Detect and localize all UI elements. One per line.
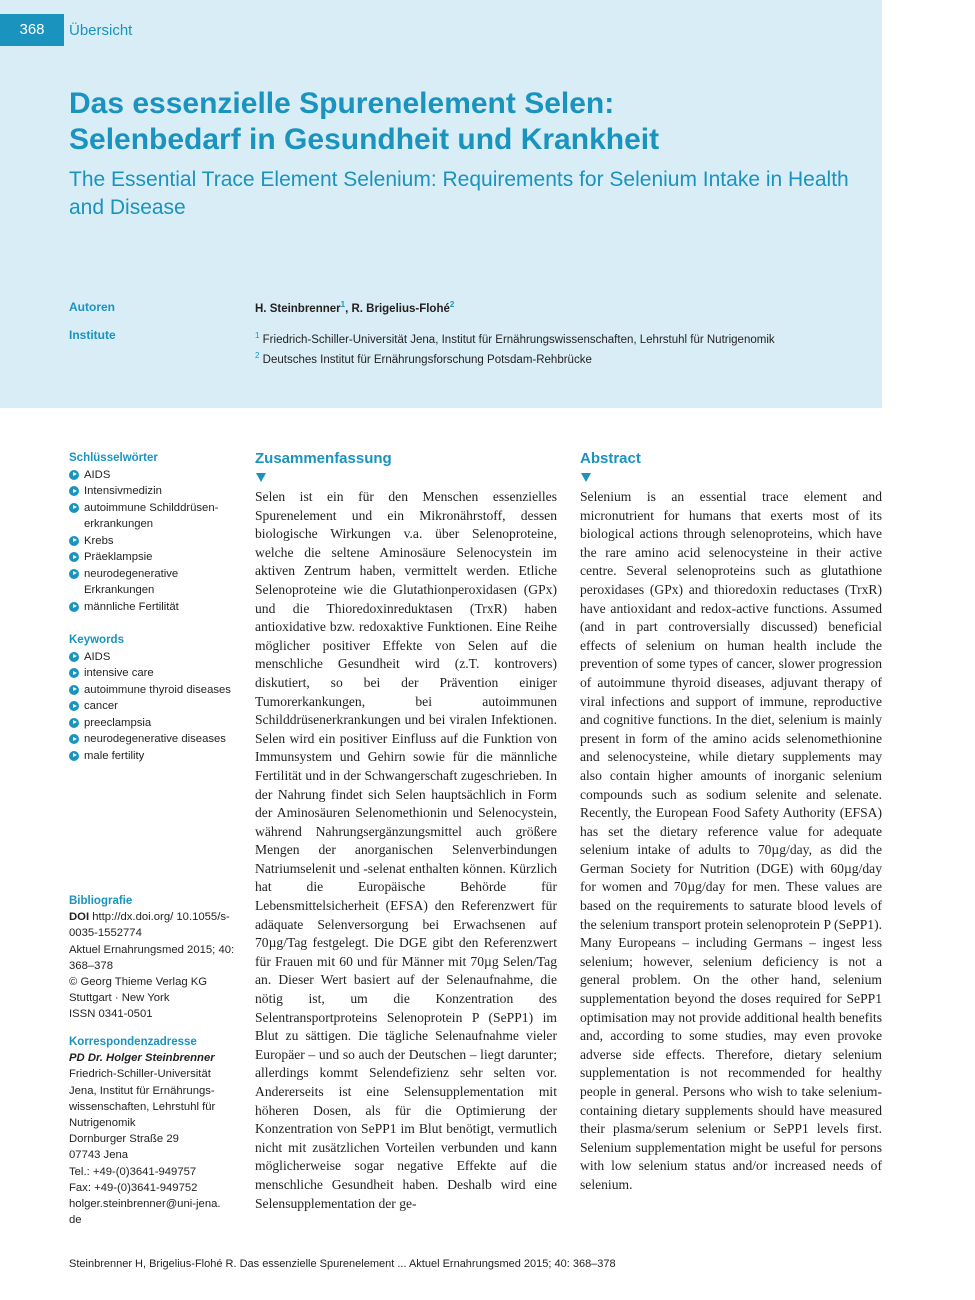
- institute-1-number: 1: [255, 331, 260, 340]
- address-line: Nutrigenomik: [69, 1117, 136, 1130]
- footer-citation: Steinbrenner H, Brigelius-Flohé R. Das essenzielle Spurenelement ... Aktuel Ernahrungsmed 2015; 40: 368–378: [69, 1258, 616, 1270]
- keyword-text: AIDS: [84, 468, 111, 481]
- author-1-affiliation: 1: [340, 300, 346, 309]
- keyword-text: autoimmune Schilddrüsen-erkrankungen: [84, 501, 219, 530]
- keyword-text: Intensivmedizin: [84, 485, 162, 497]
- keyword-text: intensive care: [84, 667, 154, 679]
- title-german: [69, 86, 869, 158]
- keyword-text: autoimmune thyroid diseases: [84, 683, 231, 696]
- doi-link[interactable]: http://dx.doi.org/ 10.1055/s-0035-1552774: [69, 911, 230, 940]
- institute-1: [255, 328, 775, 348]
- correspondence-name: PD Dr. Holger Steinbrenner: [69, 1052, 215, 1065]
- keyword-text: neurodegenerative Erkrankungen: [84, 567, 179, 596]
- arrow-bullet-icon: [69, 701, 79, 711]
- keywords-sidebar: [69, 450, 239, 764]
- arrow-bullet-icon: [69, 569, 79, 579]
- author-separator: ,: [345, 302, 352, 315]
- author-2-affiliation: 2: [449, 300, 455, 309]
- keyword-de: [69, 483, 239, 500]
- phone: Tel.: +49-(0)3641-949757: [69, 1165, 197, 1178]
- keyword-text: AIDS: [84, 650, 111, 663]
- keyword-text: männliche Fertilität: [84, 600, 179, 613]
- publisher-location: Stuttgart · New York: [69, 992, 170, 1005]
- keyword-en: [69, 715, 239, 732]
- abstract-text: Selenium is an essential trace element and micronutrient for humans that exerts most of its biological actions through selenoproteins, which have the rare amino acid selenocysteine in their active centre. Several selenoproteins such as glutathione peroxidases (GPx) and thioredoxin reductases (TrxR) have antioxidant and redox-active functions. Assumed (and in part controversially discussed) beneficial effects of selenium on human health include the prevention of some types of cancer, slower progression of autoimmune thyroid diseases, adjuvant therapy of viral infections and support of immune, reproductive and cognitive functions. In the diet, selenium is mainly present in form of the amino acids selenomethionine and selenocysteine, while dietary supplements may also contain higher amounts of inorganic selenium compounds such as sodium selenite and selenate. Recently, the European Food Safety Authority (EFSA) has set the dietary reference value for adequate selenium intake of adults to 70µg/day, as did the German Society for Nutrition (DGE) with 60µg/day for women and 70µg/day for men. These values are based on the requirements to saturate blood levels of the selenium transport protein selenoprotein P (SePP1). Many Europeans – including Germans – ingest less selenium; however, selenium deficiency is not a general problem. On the other hand, selenium supplementation beyond the doses required for SePP1 optimisation may not provide additional health benefits and, according to some studies, may even provoke adverse side effects. Therefore, dietary selenium supplementation is not recommended for healthy people in general. Persons who wish to take selenium-containing dietary supplements should have measured their plasma/serum selenium or SePP1 levels first. Selenium supplementation might be useful for persons with low selenium status and/or increased needs of selenium.: [580, 489, 882, 1192]
- keyword-text: cancer: [84, 700, 118, 712]
- keyword-text: preeclampsia: [84, 716, 152, 729]
- arrow-bullet-icon: [69, 751, 79, 761]
- keyword-de: [69, 500, 239, 533]
- title-german-line2: Selenbedarf in Gesundheit und Krankheit: [69, 123, 660, 156]
- keyword-de: [69, 467, 239, 484]
- keywords-de-heading: Schlüsselwörter: [69, 452, 158, 464]
- address-line: wissenschaften, Lehrstuhl für: [69, 1100, 216, 1113]
- arrow-bullet-icon: [69, 718, 79, 728]
- authors-list: [255, 300, 454, 315]
- arrow-bullet-icon: [69, 652, 79, 662]
- arrow-bullet-icon: [69, 503, 79, 513]
- authors-label: Autoren: [69, 300, 115, 314]
- keyword-en: [69, 665, 239, 682]
- page-number: 368: [0, 14, 64, 46]
- zusammenfassung-heading: Zusammenfassung: [255, 450, 392, 467]
- correspondence-block: [69, 1034, 239, 1228]
- bibliography-heading: Bibliografie: [69, 895, 133, 907]
- keyword-text: Präeklampsie: [84, 551, 153, 563]
- author-1: H. Steinbrenner: [255, 302, 341, 315]
- address-line: 07743 Jena: [69, 1149, 129, 1162]
- arrow-bullet-icon: [69, 602, 79, 612]
- abstract-heading: Abstract: [580, 450, 641, 467]
- author-2: R. Brigelius-Flohé: [351, 302, 450, 315]
- keyword-en: [69, 698, 239, 715]
- institute-1-text: Friedrich-Schiller-Universität Jena, Institut für Ernährungswissenschaften, Lehrstuhl für Nutrigenomik: [262, 333, 775, 346]
- arrow-bullet-icon: [69, 552, 79, 562]
- address-line: Dornburger Straße 29: [69, 1133, 179, 1146]
- address-line: Friedrich-Schiller-Universität: [69, 1068, 211, 1081]
- keyword-en: [69, 649, 239, 666]
- doi-label: DOI: [69, 911, 90, 924]
- bibliography-block: [69, 893, 239, 1023]
- keyword-de: [69, 599, 239, 616]
- arrow-bullet-icon: [69, 486, 79, 496]
- journal-citation: Aktuel Ernahrungsmed 2015; 40: 368–378: [69, 943, 235, 972]
- arrow-bullet-icon: [69, 536, 79, 546]
- arrow-bullet-icon: [69, 470, 79, 480]
- institute-2-number: 2: [255, 350, 260, 360]
- arrow-bullet-icon: [69, 668, 79, 678]
- address-line: Jena, Institut für Ernährungs-: [69, 1084, 215, 1097]
- triangle-down-icon: [581, 473, 591, 482]
- triangle-down-icon: [256, 473, 266, 482]
- keyword-en: [69, 682, 239, 699]
- section-label: Übersicht: [69, 22, 133, 39]
- keywords-en-heading: Keywords: [69, 634, 124, 646]
- keyword-de: [69, 549, 239, 566]
- email[interactable]: holger.steinbrenner@uni-jena.: [69, 1198, 221, 1211]
- institutes-label: Institute: [69, 328, 116, 342]
- keyword-text: male fertility: [84, 749, 145, 762]
- institutes-list: [255, 328, 775, 368]
- keyword-de: [69, 566, 239, 599]
- issn: ISSN 0341-0501: [69, 1008, 153, 1021]
- arrow-bullet-icon: [69, 685, 79, 695]
- keyword-de: [69, 533, 239, 550]
- title-english: The Essential Trace Element Selenium: Requirements for Selenium Intake in Health and Disease: [69, 168, 849, 219]
- zusammenfassung-text: Selen ist ein für den Menschen essenzielles Spurenelement und ein Mikronährstoff, dessen biologische Wirkungen v.a. über Selenoproteine, welche die seltene Aminosäure Selenocystein im aktiven Zentrum haben, vermittelt werden. Etliche Selenoproteine wie die Glutathionperoxidasen (GPx) und die Thioredoxinreduktasen (TrxR) haben antioxidative bzw. redoxaktive Funktionen. Eine Reihe möglicher positiver Effekte von Selen auf die menschliche Gesundheit wird (z.T. kontrovers) diskutiert, so bei der Prävention einiger Tumorerkankungen, bei autoimmunen Schilddrüsenerkrankungen und bei viralen Infektionen. Selen wird ein positiver Einfluss auf die Funktion von Immunsystem und Gehirn sowie für die männliche Fertilität und in der Schwangerschaft zugeschrieben. In der Nahrung findet sich Selen hauptsächlich in Form der Aminosäuren Selenomethionin und Selenocystein, während Nahrungsergänzungsmittel auch größere Mengen der anorganischen Selenverbindungen Natriumselenit und -selenat enthalten können. Kürzlich hat die Europäische Behörde für Lebensmittelsicherheit (EFSA) den Referenzwert für adäquate Selenversorgung bei Erwachsenen auf 70µg/Tag festgelegt. Die DGE gibt den Referenzwert für Frauen mit 60 und für Männer mit 70µg Selen/Tag an. Dieser Wert basiert auf der Selenaufnahme, die nötig ist, um die Konzentration des Selentransportproteins Selenoprotein P (SePP1) im Blut zu sättigen. Die tägliche Selenaufnahme vieler Europäer – und so auch der Deutschen – liegt darunter; allerdings kommt Selendefizienz sehr selten vor. Andererseits ist eine Selensupplementation mit höheren Dosen, als für die Optimierung der Konzentration von SePP1 im Blut benötigt, vermutlich nicht mit zusätzlichen Vorteilen verbunden und kann möglicherweise sogar negative Effekte auf die menschliche Gesundheit haben. Deshalb wird eine Selensupplementation der ge-: [255, 489, 557, 1211]
- correspondence-heading: Korrespondenzadresse: [69, 1036, 197, 1048]
- keyword-text: neurodegenerative diseases: [84, 733, 226, 745]
- keyword-text: Krebs: [84, 534, 114, 547]
- fax: Fax: +49-(0)3641-949752: [69, 1181, 198, 1194]
- arrow-bullet-icon: [69, 734, 79, 744]
- keyword-en: [69, 731, 239, 748]
- institute-2: [255, 348, 775, 368]
- institute-2-text: Deutsches Institut für Ernährungsforschung Potsdam-Rehbrücke: [262, 353, 592, 366]
- keyword-en: [69, 748, 239, 765]
- email-continued[interactable]: de: [69, 1214, 82, 1227]
- doi-line: [69, 909, 239, 941]
- title-german-line1: Das essenzielle Spurenelement Selen:: [69, 87, 615, 120]
- copyright: © Georg Thieme Verlag KG: [69, 976, 208, 989]
